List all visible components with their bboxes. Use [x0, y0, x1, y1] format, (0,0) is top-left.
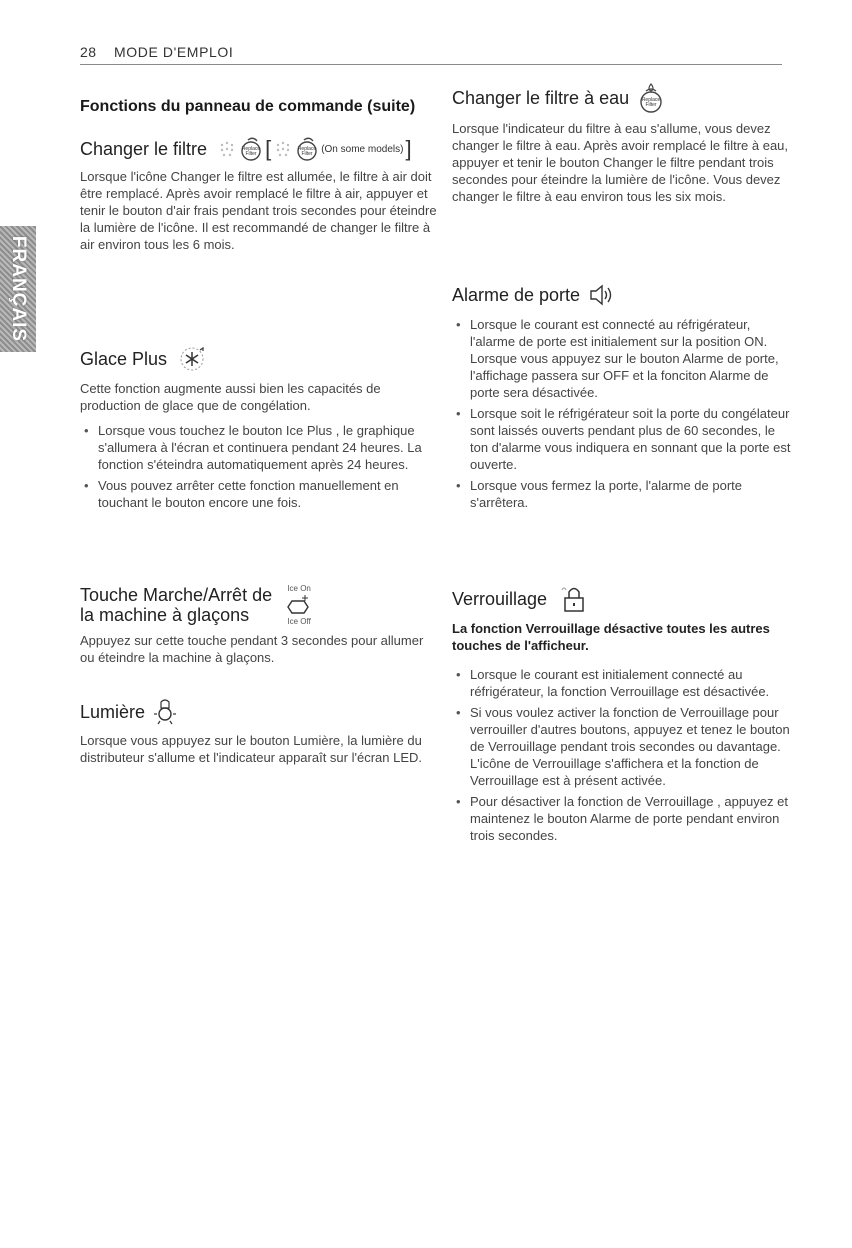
lock-list — [452, 666, 792, 844]
door-alarm-heading — [452, 282, 792, 308]
ice-plus-heading — [80, 344, 440, 374]
fan-dots-icon-2 — [273, 137, 295, 161]
svg-text:Filter: Filter — [301, 151, 313, 157]
ice-plus-section — [80, 344, 440, 515]
ice-plus-body: Cette fonction augmente aussi bien les capacités de production de glace que de congélation. — [80, 381, 381, 413]
air-filter-icons — [217, 136, 414, 162]
language-label: FRANÇAIS — [8, 235, 29, 343]
bracket-open: [ — [265, 136, 272, 161]
lock-title: Verrouillage — [452, 589, 548, 609]
svg-text:Replace: Replace — [241, 146, 261, 152]
air-filter-heading — [80, 136, 440, 162]
svg-text:Filter: Filter — [645, 102, 657, 108]
page-header-title: MODE D'EMPLOI — [114, 44, 234, 60]
svg-text:Filter: Filter — [245, 151, 257, 157]
page-header — [80, 38, 782, 65]
svg-text:Replace: Replace — [298, 146, 317, 152]
water-drop-filter-icon — [637, 82, 665, 114]
light-heading — [80, 698, 440, 726]
list-item: • Lorsque vous touchez le bouton Ice Plus , le graphique s'allumera à l'écran et continuera pendant 24 heures. La fonction s'éteindra automatiquement après 24 heures. — [80, 422, 440, 473]
list-item: • Lorsque le courant est connecté au réfrigérateur, l'alarme de porte est initialement sur la position ON. Lorsque vous appuyez sur le bouton Alarme de porte, l'affichage passera sur OFF et la fonciton Alarme de porte sera désactivée. — [452, 316, 792, 401]
ice-maker-title-line1: Touche Marche/Arrêt de — [80, 585, 273, 605]
water-filter-section — [452, 82, 792, 205]
list-item: • Lorsque soit le réfrigérateur soit la porte du congélateur sont laissés ouverts pendant plus de 60 secondes, le ton d'alarme vous indiquera en sonnant que la porte est ouverte. — [452, 405, 792, 473]
snowflake-icon — [177, 344, 207, 374]
ice-maker-title-line2: la machine à glaçons — [80, 605, 250, 625]
water-filter-title: Changer le filtre à eau — [452, 88, 630, 108]
replace-filter-icon — [239, 136, 263, 162]
ice-maker-heading — [80, 584, 440, 626]
ice-plus-title: Glace Plus — [80, 349, 168, 369]
ice-plus-list — [80, 422, 440, 511]
door-alarm-section — [452, 282, 792, 515]
lock-section — [452, 584, 792, 848]
main-heading-section — [80, 96, 440, 118]
door-alarm-list — [452, 316, 792, 511]
svg-text:Replace: Replace — [641, 97, 661, 103]
lock-subtitle: La fonction Verrouillage désactive toutes les autres touches de l'afficheur. — [452, 621, 770, 653]
lock-icon — [557, 584, 589, 614]
replace-filter-icon-2 — [295, 136, 319, 162]
list-item: • Si vous voulez activer la fonction de Verrouillage pour verrouiller d'autres boutons, appuyez et tenez le bouton de Verrouillage pendant trois secondes ou davantage. L'icône de Verrouillage s'affichera et la fonction de Verrouillage est à présent activée. — [452, 704, 792, 789]
some-models-note: (On some models) — [321, 143, 404, 155]
lock-heading — [452, 584, 792, 614]
page-number: 28 — [80, 44, 97, 60]
main-heading: Fonctions du panneau de commande (suite) — [80, 98, 416, 115]
ice-maker-icon-group — [286, 584, 312, 626]
language-side-tab — [0, 226, 36, 352]
ice-off-label: Ice Off — [287, 617, 311, 626]
light-title: Lumière — [80, 702, 146, 722]
list-item: • Vous pouvez arrêter cette fonction manuellement en touchant le bouton encore une fois. — [80, 477, 440, 511]
light-bulb-icon — [151, 698, 179, 726]
water-filter-heading — [452, 82, 792, 114]
water-filter-body: Lorsque l'indicateur du filtre à eau s'allume, vous devez changer le filtre à eau. Après avoir remplacé le filtre à eau, appuyer et tenir le bouton Changer le filtre pendant trois secondes pour éteindre la lumière de l'icône. Vous devez changer le filtre à eau environ tous les six mois. — [452, 121, 789, 204]
light-section — [80, 698, 440, 766]
air-filter-section — [80, 136, 440, 253]
ice-maker-section — [80, 584, 440, 666]
fan-dots-icon — [217, 137, 239, 161]
air-filter-title: Changer le filtre — [80, 139, 208, 159]
ice-cube-icon — [286, 593, 312, 617]
door-alarm-title: Alarme de porte — [452, 285, 581, 305]
ice-on-label: Ice On — [287, 584, 311, 593]
list-item: • Lorsque vous fermez la porte, l'alarme de porte s'arrêtera. — [452, 477, 792, 511]
ice-maker-body: Appuyez sur cette touche pendant 3 secondes pour allumer ou éteindre la machine à glaçons. — [80, 633, 424, 665]
bracket-close: ] — [405, 136, 412, 161]
list-item: • Pour désactiver la fonction de Verrouillage , appuyez et maintenez le bouton Alarme de porte pendant environ trois secondes. — [452, 793, 792, 844]
list-item: • Lorsque le courant est initialement connecté au réfrigérateur, la fonction Verrouillage est désactivée. — [452, 666, 792, 700]
speaker-icon — [588, 282, 616, 308]
air-filter-body: Lorsque l'icône Changer le filtre est allumée, le filtre à air doit être remplacé. Après avoir remplacé le filtre à air, appuyer et tenir le bouton d'air frais pendant trois secondes pour éteindre la lumière de l'icône. Il est recommandé de changer le filtre à air environ tous les 6 mois. — [80, 169, 437, 252]
light-body: Lorsque vous appuyez sur le bouton Lumière, la lumière du distributeur s'allume et l'indicateur apparaît sur l'écran LED. — [80, 733, 422, 765]
